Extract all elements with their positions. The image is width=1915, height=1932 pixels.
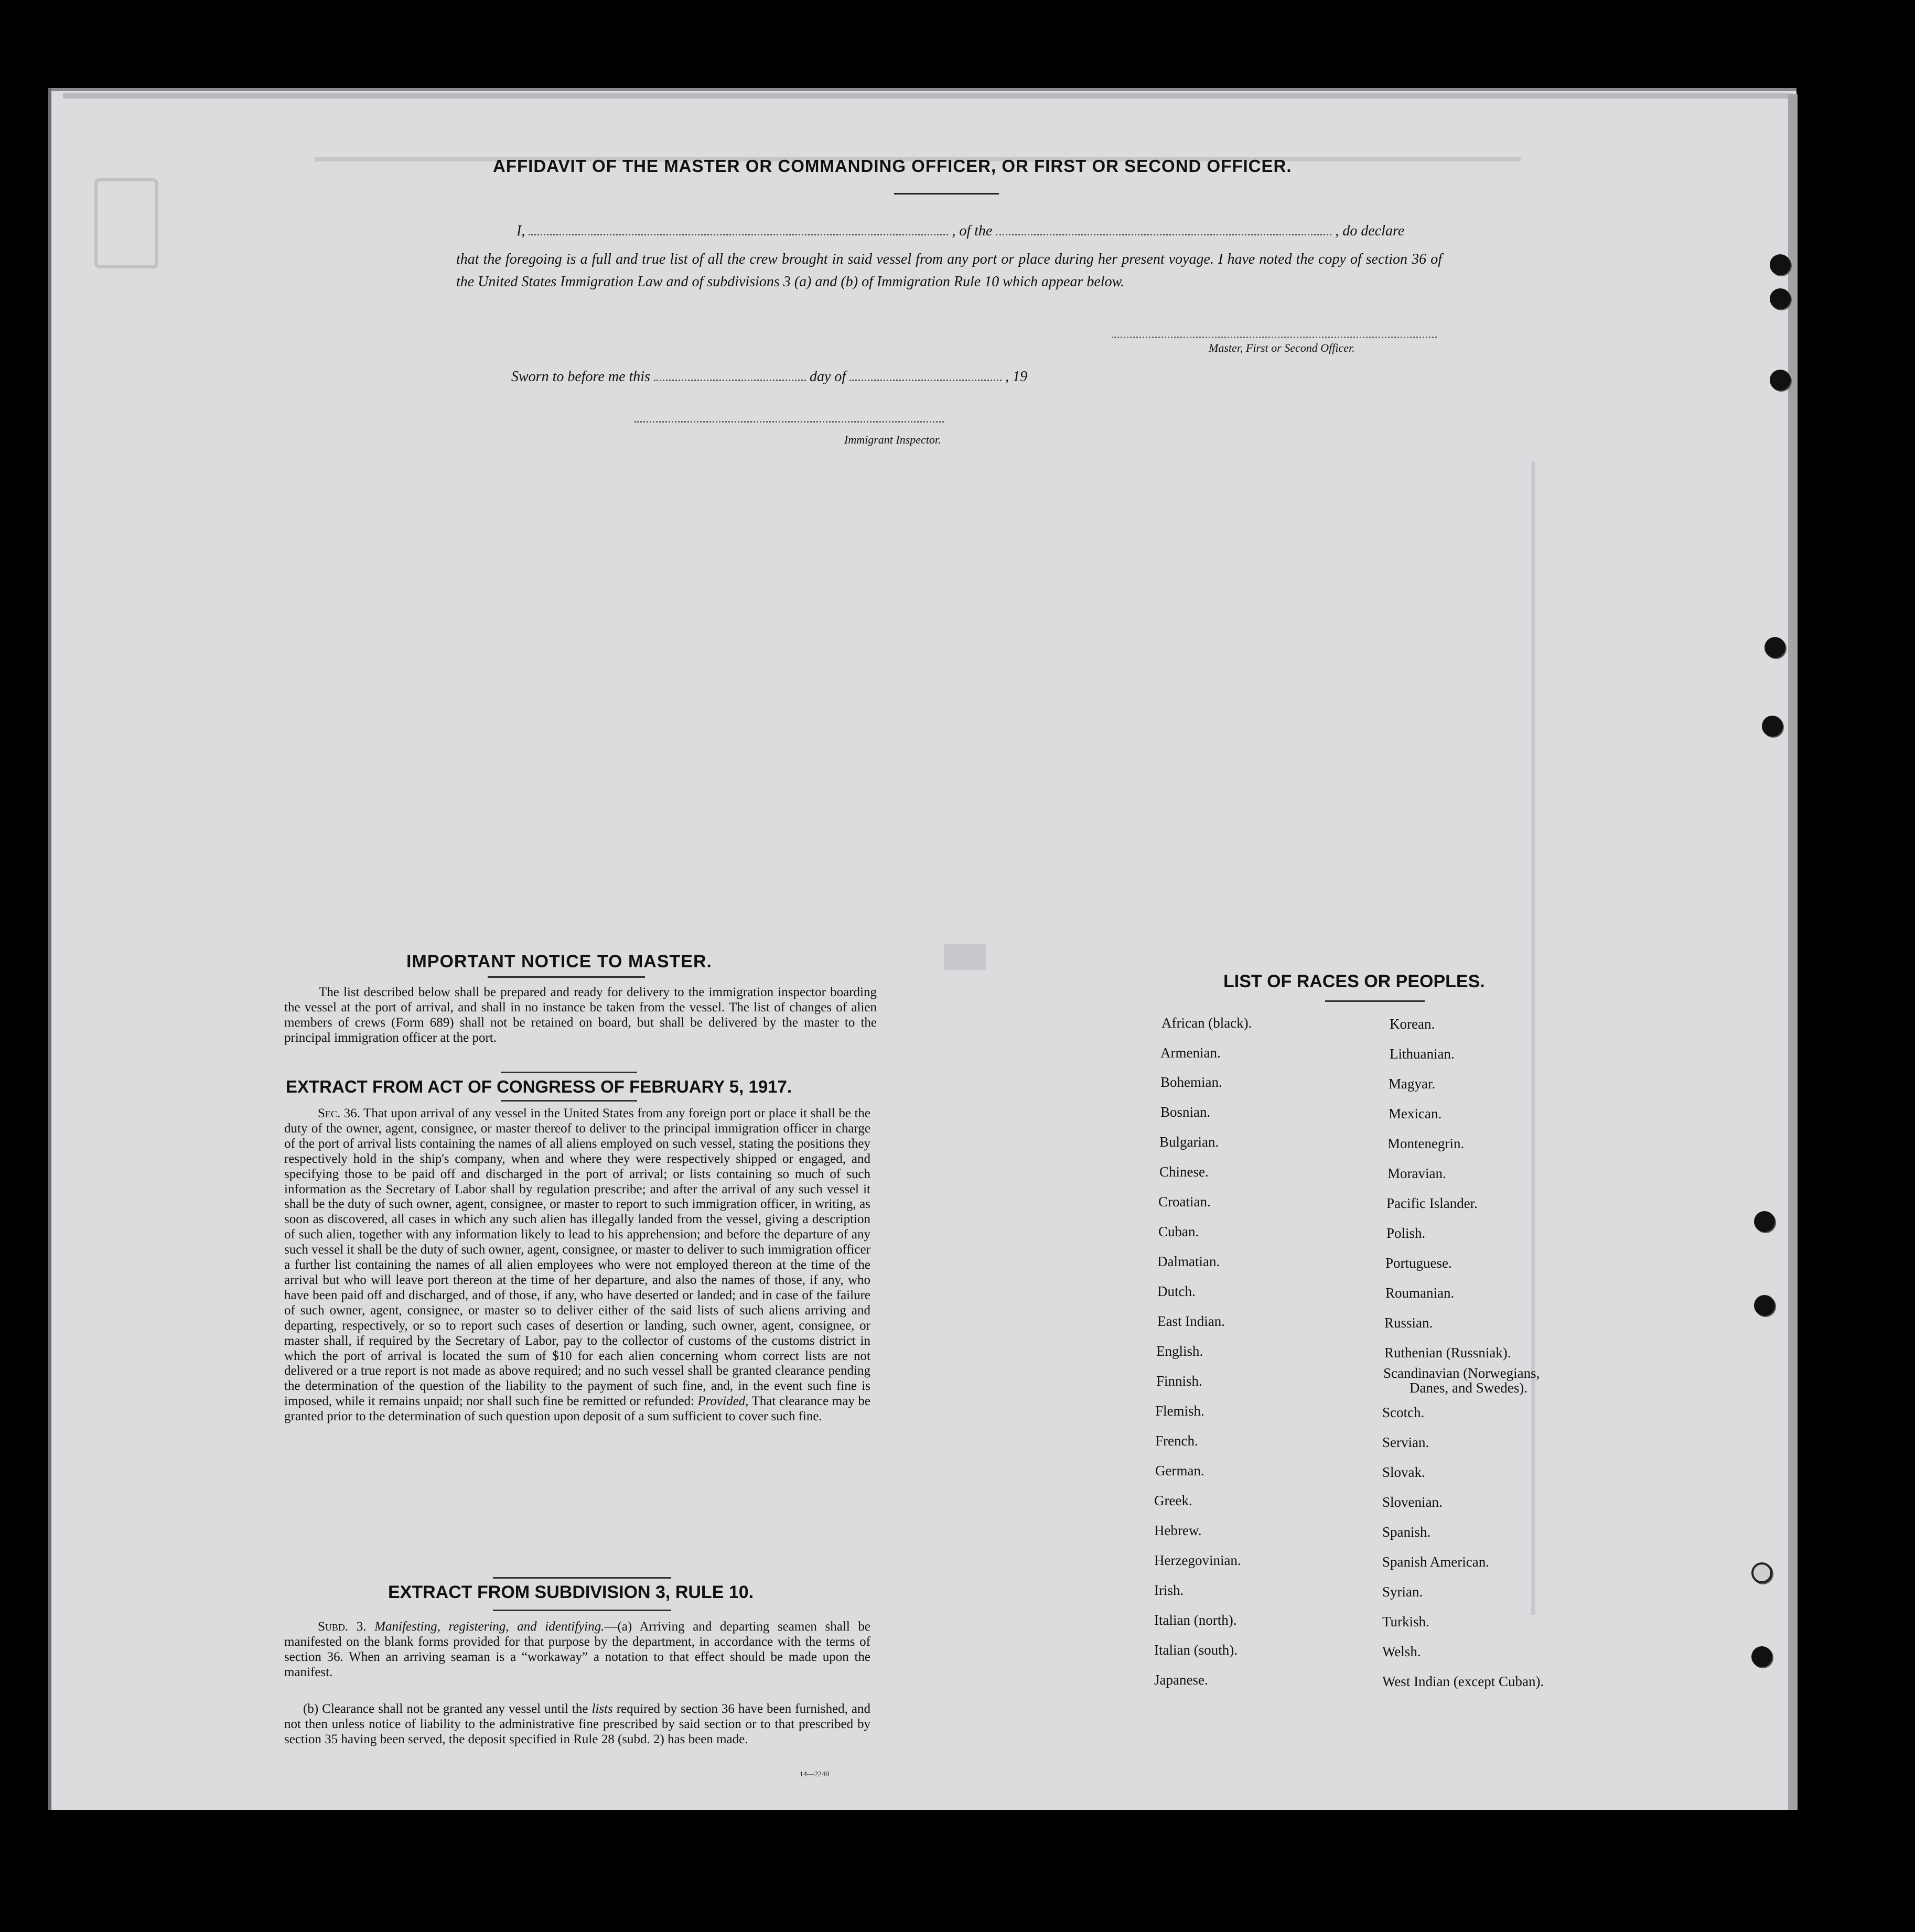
race-item: Moravian.: [1387, 1165, 1446, 1181]
race-item: Korean.: [1390, 1016, 1435, 1032]
race-item: Pacific Islander.: [1386, 1195, 1478, 1211]
clause-a-label: —(a): [604, 1620, 632, 1634]
sworn-text: Sworn to before me this: [511, 369, 650, 385]
section-separator: [501, 1072, 637, 1073]
section-label: Sec. 36.: [318, 1106, 360, 1120]
race-item: German.: [1155, 1463, 1204, 1478]
race-item: Croatian.: [1158, 1194, 1211, 1210]
of-the-text: , of the: [952, 223, 993, 239]
races-title: LIST OF RACES OR PEOPLES.: [1223, 972, 1485, 991]
race-item: Dalmatian.: [1157, 1254, 1220, 1269]
section-separator: [501, 1100, 637, 1102]
race-item: Lithuanian.: [1390, 1046, 1455, 1062]
race-item: Turkish.: [1382, 1614, 1429, 1629]
race-item: Chinese.: [1159, 1164, 1209, 1180]
race-item: Flemish.: [1155, 1403, 1204, 1419]
race-item: Irish.: [1154, 1582, 1184, 1598]
race-item: Finnish.: [1156, 1373, 1202, 1389]
race-item: Hebrew.: [1154, 1523, 1202, 1538]
section-36-body: That upon arrival of any vessel in the United States from any foreign port or place it shall be the duty of the owner, agent, consignee, or master thereof to deliver to the principal immigration officer in charge of the port of arrival lists containing the names of all aliens employed on such vessel, stating the positions they respectively hold in the ship's company, when and where they were respectively shipped or engaged, and specifying those to be paid off and discharged in the port of arrival; or lists containing so much of such information as the Secretary of Labor shall by regulation prescribe; and after the arrival of any such vessel it shall be the duty of such owner, agent, consignee, or master to report to such immigration officer, in writing, as soon as discovered, all cases in which any such alien has illegally landed from the vessel, giving a description of such alien, together with any information likely to lead to his apprehension; and before the departure of any such vessel it shall be the duty of such owner, agent, consignee, or master to deliver to such immigration officer a further list containing the names of all alien employees who were not employed thereon at the time of the arrival but who will leave port thereon at the time of her departure, and also the names of those, if any, who have been paid off and discharged, and of those, if any, who have deserted or landed; and in case of the failure of such owner, agent, consignee, or master so to deliver either of the said lists of such aliens arriving and departing, respectively, or so to report such cases of desertion or landing, such owner, agent, consignee, or master shall, if required by the Secretary of Labor, pay to the collector of customs of the customs district in which the port of arrival is located the sum of $10 for each alien concerning whom correct lists are not delivered or a true report is not made as above required; and no such vessel shall be granted clearance pending the determination of the question of the liability to the payment of such fine, and, in the event such fine is imposed, while it remains unpaid; nor shall such fine be remitted or refunded:: [284, 1106, 870, 1409]
title-rule: [894, 193, 999, 195]
race-item: Welsh.: [1382, 1644, 1421, 1659]
race-item: Scotch.: [1382, 1405, 1425, 1420]
race-item: English.: [1156, 1343, 1203, 1359]
sworn-line: [511, 369, 1027, 385]
race-item: Greek.: [1154, 1493, 1192, 1508]
section-separator: [493, 1577, 671, 1579]
notice-title: IMPORTANT NOTICE TO MASTER.: [406, 952, 712, 972]
affidavit-body: that the foregoing is a full and true list of all the crew brought in said vessel from any port or place during her present voyage. I have noted the copy of section 36 of the United States Immigration Law and of subdivisions 3 (a) and (b) of Immigration Rule 10 which appear below.: [456, 251, 1442, 290]
title-rule: [1325, 1000, 1425, 1002]
day-of-text: day of: [809, 369, 846, 385]
section-36-body-end: That clearance may be granted prior to the determination of such question upon deposit of a sum sufficient to cover such fine.: [284, 1394, 870, 1424]
clause-b-label: (b): [303, 1702, 319, 1716]
sheet-edge: [63, 93, 1793, 99]
race-item: Polish.: [1386, 1225, 1426, 1241]
provided-word: Provided,: [697, 1394, 749, 1409]
subdivision-label: Subd. 3.: [318, 1620, 367, 1634]
race-item: West Indian (except Cuban).: [1382, 1674, 1544, 1689]
punch-hole: [1751, 1562, 1772, 1583]
bleed-through-mark: [1531, 461, 1535, 1615]
race-item: Slovak.: [1382, 1464, 1425, 1480]
section-separator: [493, 1610, 671, 1611]
race-item: Roumanian.: [1385, 1285, 1455, 1301]
vessel-name-field[interactable]: [996, 234, 1331, 235]
race-item: Ruthenian (Russniak).: [1384, 1345, 1511, 1361]
clause-a-body: Arriving and departing seamen shall be manifested on the blank forms provided for that purpose by the department, in accordance with the terms of section 36. When an arriving seaman is a “workaway” a notation to that effect should be made upon the manifest.: [284, 1620, 870, 1679]
race-item: Russian.: [1384, 1315, 1433, 1331]
clause-b-lists: lists: [591, 1702, 613, 1716]
subdivision-b-text: [284, 1701, 870, 1747]
punch-hole: [1765, 637, 1785, 658]
affidavit-declaration-line: [517, 223, 1404, 240]
race-item: Spanish American.: [1382, 1554, 1489, 1570]
race-item: Italian (south).: [1154, 1642, 1238, 1658]
sworn-day-field[interactable]: [654, 380, 806, 381]
form-number: 14—2240: [800, 1771, 829, 1778]
race-item: Italian (north).: [1154, 1612, 1237, 1628]
notice-body: The list described below shall be prepared and ready for delivery to the immigration inspector boarding the vessel at the port of arrival, and shall in no instance be taken from the vessel. The list of changes of alien members of crews (Form 689) shall not be retained on board, but shall be delivered by the master to the principal immigration officer at the port.: [284, 985, 877, 1045]
section-36-text: [284, 1106, 870, 1424]
punch-hole: [1770, 254, 1791, 275]
sworn-month-field[interactable]: [849, 380, 1002, 381]
race-item: Magyar.: [1389, 1076, 1436, 1092]
rule10-title: EXTRACT FROM SUBDIVISION 3, RULE 10.: [388, 1582, 754, 1602]
race-item: Dutch.: [1157, 1283, 1196, 1299]
subdivision-a-text: [284, 1619, 870, 1680]
act-title: EXTRACT FROM ACT OF CONGRESS OF FEBRUARY 5, 1917.: [286, 1077, 792, 1096]
race-item: Scandinavian (Norwegians,: [1383, 1365, 1540, 1381]
race-item: Bohemian.: [1160, 1074, 1222, 1090]
punch-hole: [1770, 370, 1791, 391]
race-item: East Indian.: [1157, 1313, 1225, 1329]
race-item: Cuban.: [1158, 1224, 1199, 1239]
subdivision-heading: Manifesting, registering, and identifying.: [374, 1620, 605, 1634]
race-item: Mexican.: [1389, 1106, 1442, 1121]
clause-b-body-1: Clearance shall not be granted any vessel until the: [322, 1702, 588, 1716]
race-item: Bosnian.: [1160, 1104, 1211, 1120]
master-signature-label: Master, First or Second Officer.: [1209, 341, 1355, 354]
race-item: Japanese.: [1154, 1672, 1208, 1688]
declare-text: , do declare: [1335, 223, 1405, 239]
punch-hole: [1754, 1295, 1775, 1316]
declarant-prefix: I,: [517, 223, 525, 239]
punch-hole: [1770, 288, 1791, 309]
race-item: Herzegovinian.: [1154, 1552, 1241, 1568]
punch-hole: [1762, 716, 1783, 737]
race-item: Portuguese.: [1385, 1255, 1452, 1271]
race-item: African (black).: [1161, 1015, 1252, 1031]
punch-hole: [1754, 1211, 1775, 1232]
bleed-through-mark: [944, 944, 986, 970]
section-separator: [488, 976, 645, 978]
race-item: Bulgarian.: [1159, 1134, 1219, 1150]
inspector-label: Immigrant Inspector.: [844, 433, 941, 446]
inspector-signature-field[interactable]: [634, 421, 944, 423]
bleed-through-mark: [94, 178, 158, 268]
declarant-name-field[interactable]: [529, 234, 948, 235]
race-item: Servian.: [1382, 1434, 1429, 1450]
race-item: Slovenian.: [1382, 1494, 1443, 1510]
sheet-edge: [1788, 94, 1798, 1810]
clause-b-body-2: required by section 36 have been furnished, and not then unless notice of liability to the administrative fine prescribed by said section or to that prescribed by section 35 having been served, the deposit specified in Rule 28 (subd. 2) has been made.: [284, 1702, 871, 1746]
master-signature-field[interactable]: [1112, 337, 1437, 338]
year-prefix-text: , 19: [1005, 369, 1028, 385]
race-item: Spanish.: [1382, 1524, 1431, 1540]
race-item: French.: [1155, 1433, 1198, 1449]
race-item: Syrian.: [1382, 1584, 1423, 1600]
affidavit-title: AFFIDAVIT OF THE MASTER OR COMMANDING OFFICER, OR FIRST OR SECOND OFFICER.: [493, 156, 1292, 176]
punch-hole: [1751, 1646, 1772, 1667]
race-item: Danes, and Swedes).: [1410, 1380, 1527, 1396]
race-item: Armenian.: [1160, 1045, 1221, 1061]
race-item: Montenegrin.: [1387, 1136, 1465, 1151]
